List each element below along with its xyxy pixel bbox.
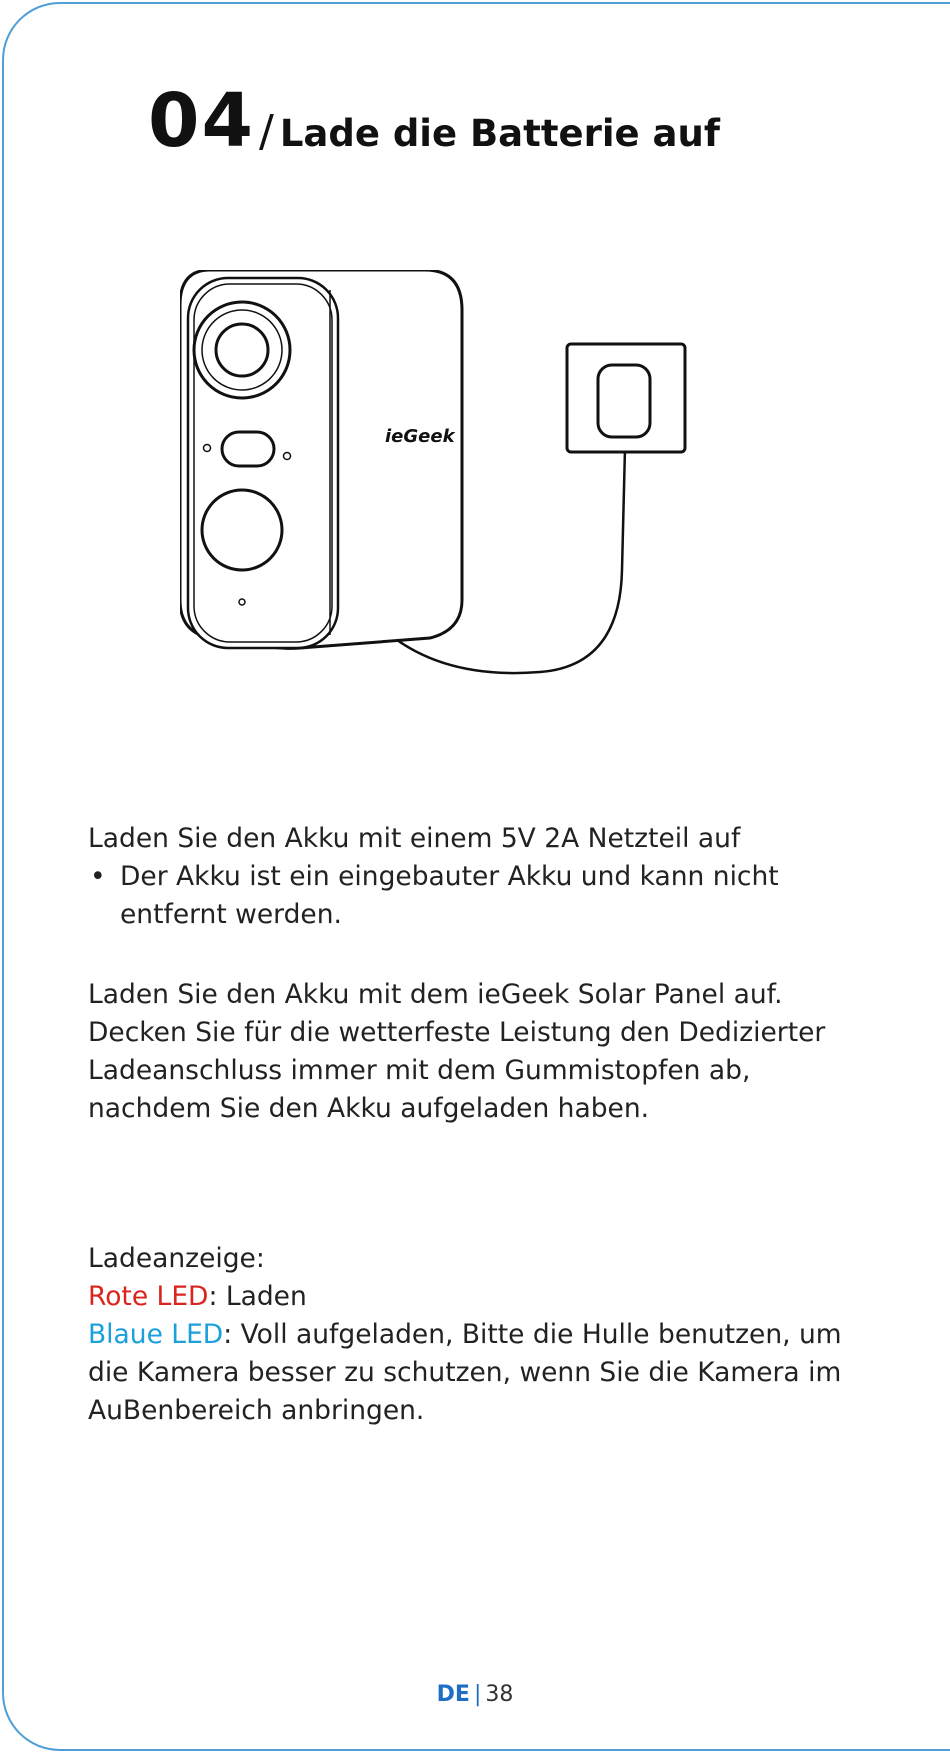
adapter-instruction: Laden Sie den Akku mit einem 5V 2A Netzteil auf (88, 823, 741, 854)
solar-panel-section (88, 976, 868, 1128)
bullet-text: Der Akku ist ein eingebauter Akku und kann nicht entfernt werden. (120, 861, 779, 930)
power-adapter-section (88, 820, 820, 934)
wall-outlet-icon (567, 344, 685, 452)
bullet-item (88, 858, 820, 934)
red-led-row (88, 1278, 888, 1316)
camera-icon (180, 270, 462, 648)
weatherproof-instruction: Decken Sie für die wetterfeste Leistung den Dedizierter Ladeanschluss immer mit dem Gummistopfen ab, nachdem Sie den Akku aufgeladen haben. (88, 1017, 826, 1124)
blue-led-text: : Voll aufgeladen, Bitte die Hulle benutzen, um die Kamera besser zu schutzen, wenn Sie die Kamera im AuBenbereich anbringen. (88, 1319, 842, 1426)
red-led-label: Rote LED (88, 1281, 209, 1312)
charge-indicator-section (88, 1240, 888, 1430)
page-footer (0, 1682, 950, 1707)
blue-led-label: Blaue LED (88, 1319, 224, 1350)
indicator-heading: Ladeanzeige: (88, 1243, 265, 1274)
page-number: 38 (485, 1682, 514, 1707)
heading-slash: / (258, 106, 274, 157)
language-code: DE (436, 1682, 470, 1707)
red-led-text: : Laden (208, 1281, 307, 1312)
brand-logo: ieGeek (385, 426, 455, 447)
step-number: 04 (148, 78, 255, 164)
page-heading (148, 78, 720, 164)
charging-illustration (180, 270, 700, 700)
solar-instruction: Laden Sie den Akku mit dem ieGeek Solar Panel auf. (88, 979, 783, 1010)
footer-separator: | (473, 1682, 482, 1707)
step-title: Lade die Batterie auf (279, 112, 720, 155)
blue-led-row (88, 1316, 888, 1430)
bullet-dot: • (90, 861, 106, 892)
